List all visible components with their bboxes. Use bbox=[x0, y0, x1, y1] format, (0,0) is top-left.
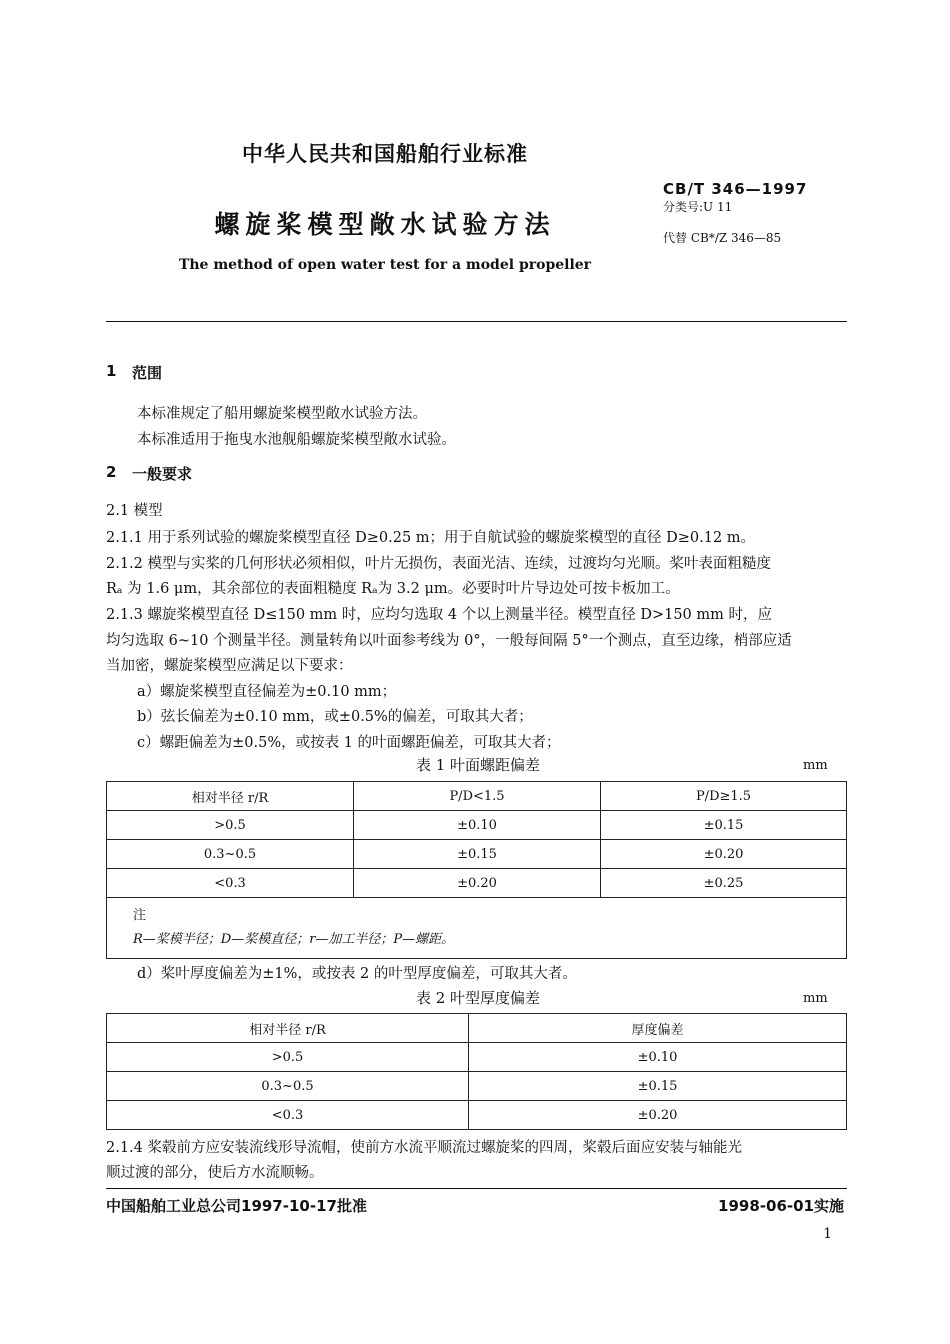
section-2-number: 2 bbox=[106, 463, 117, 481]
section-1-paragraph-2: 本标准适用于拖曳水池舰船螺旋桨模型敞水试验。 bbox=[137, 432, 456, 448]
effective-date-line: 1998-06-01实施 bbox=[718, 1197, 844, 1215]
table-row bbox=[107, 1043, 847, 1072]
clause-2-1-4-line-1: 2.1.4 桨毂前方应安装流线形导流帽，使前方水流平顺流过螺旋桨的四周，桨毂后面应安装与轴能光 bbox=[106, 1140, 742, 1156]
table-cell: ±0.20 bbox=[601, 840, 847, 869]
table-header-cell: 相对半径 r/R bbox=[107, 1014, 469, 1043]
table-cell: ±0.20 bbox=[354, 869, 601, 898]
table-1-unit: mm bbox=[803, 758, 828, 773]
table-2-unit: mm bbox=[803, 991, 828, 1006]
table-cell: ±0.10 bbox=[469, 1043, 847, 1072]
table-cell: >0.5 bbox=[107, 811, 354, 840]
table-row bbox=[107, 869, 847, 898]
table-note-text: R—桨模半径；D—桨模直径；r—加工半径；P—螺距。 bbox=[133, 932, 455, 947]
table-header-cell: 相对半径 r/R bbox=[107, 782, 354, 811]
section-1-paragraph-1: 本标准规定了船用螺旋桨模型敞水试验方法。 bbox=[137, 406, 427, 422]
list-item-c: c）螺距偏差为±0.5%，或按表 1 的叶面螺距偏差，可取其大者； bbox=[137, 735, 561, 751]
clause-2-1-2-line-2: Rₐ 为 1.6 μm，其余部位的表面粗糙度 Rₐ为 3.2 μm。必要时叶片导边处可按卡板加工。 bbox=[106, 581, 680, 597]
table-header-cell: 厚度偏差 bbox=[469, 1014, 847, 1043]
section-2-title: 一般要求 bbox=[132, 465, 193, 483]
table-cell: <0.3 bbox=[107, 1101, 469, 1130]
section-1-title: 范围 bbox=[132, 364, 163, 382]
table-cell: ±0.10 bbox=[354, 811, 601, 840]
classification-number: 分类号:U 11 bbox=[663, 200, 733, 214]
document-title: 螺旋桨模型敞水试验方法 bbox=[214, 210, 556, 239]
header-rule bbox=[106, 321, 847, 322]
table-1 bbox=[106, 781, 847, 959]
table-header-cell: P/D<1.5 bbox=[354, 782, 601, 811]
table-2 bbox=[106, 1013, 847, 1130]
org-title: 中华人民共和国船舶行业标准 bbox=[242, 142, 528, 166]
table-cell: 0.3~0.5 bbox=[107, 840, 354, 869]
replaces-standard: 代替 CB*/Z 346—85 bbox=[663, 231, 782, 245]
table-header-row bbox=[107, 782, 847, 811]
table-row bbox=[107, 1072, 847, 1101]
clause-2-1-3-line-1: 2.1.3 螺旋桨模型直径 D≤150 mm 时，应均匀选取 4 个以上测量半径。模型直径 D>150 mm 时，应 bbox=[106, 607, 772, 623]
table-cell: 0.3~0.5 bbox=[107, 1072, 469, 1101]
table-row bbox=[107, 811, 847, 840]
table-note-row bbox=[107, 898, 847, 959]
approval-line: 中国船舶工业总公司1997-10-17批准 bbox=[106, 1197, 367, 1215]
table-header-cell: P/D≥1.5 bbox=[601, 782, 847, 811]
standard-code: CB/T 346—1997 bbox=[663, 180, 808, 198]
list-item-a: a）螺旋桨模型直径偏差为±0.10 mm； bbox=[137, 684, 397, 700]
list-item-b: b）弦长偏差为±0.10 mm，或±0.5%的偏差，可取其大者； bbox=[137, 709, 533, 725]
table-cell: ±0.25 bbox=[601, 869, 847, 898]
list-item-d: d）桨叶厚度偏差为±1%，或按表 2 的叶型厚度偏差，可取其大者。 bbox=[137, 966, 577, 982]
english-title: The method of open water test for a model propeller bbox=[178, 257, 592, 273]
clause-2-1: 2.1 模型 bbox=[106, 503, 163, 519]
clause-2-1-3-line-2: 均匀选取 6~10 个测量半径。测量转角以叶面参考线为 0°，一般每间隔 5°一个测点，直至边缘，梢部应适 bbox=[106, 633, 792, 649]
table-row bbox=[107, 840, 847, 869]
table-cell: >0.5 bbox=[107, 1043, 469, 1072]
clause-2-1-3-line-3: 当加密，螺旋桨模型应满足以下要求： bbox=[106, 658, 353, 674]
table-cell: ±0.20 bbox=[469, 1101, 847, 1130]
table-cell: ±0.15 bbox=[601, 811, 847, 840]
table-2-caption: 表 2 叶型厚度偏差 bbox=[415, 989, 541, 1007]
table-cell: ±0.15 bbox=[469, 1072, 847, 1101]
clause-2-1-1: 2.1.1 用于系列试验的螺旋桨模型直径 D≥0.25 m；用于自航试验的螺旋桨模型的直径 D≥0.12 m。 bbox=[106, 530, 756, 546]
page-number: 1 bbox=[823, 1226, 832, 1242]
clause-2-1-2-line-1: 2.1.2 模型与实桨的几何形状必须相似，叶片无损伤，表面光洁、连续，过渡均匀光顺。桨叶表面粗糙度 bbox=[106, 556, 771, 572]
clause-2-1-4-line-2: 顺过渡的部分，使后方水流顺畅。 bbox=[106, 1165, 324, 1181]
table-header-row bbox=[107, 1014, 847, 1043]
table-1-caption: 表 1 叶面螺距偏差 bbox=[415, 756, 541, 774]
table-cell: ±0.15 bbox=[354, 840, 601, 869]
table-note-label: 注 bbox=[133, 908, 147, 923]
table-cell: <0.3 bbox=[107, 869, 354, 898]
footer-rule bbox=[106, 1188, 847, 1189]
table-row bbox=[107, 1101, 847, 1130]
table-note bbox=[107, 898, 847, 959]
section-1-number: 1 bbox=[106, 362, 117, 380]
